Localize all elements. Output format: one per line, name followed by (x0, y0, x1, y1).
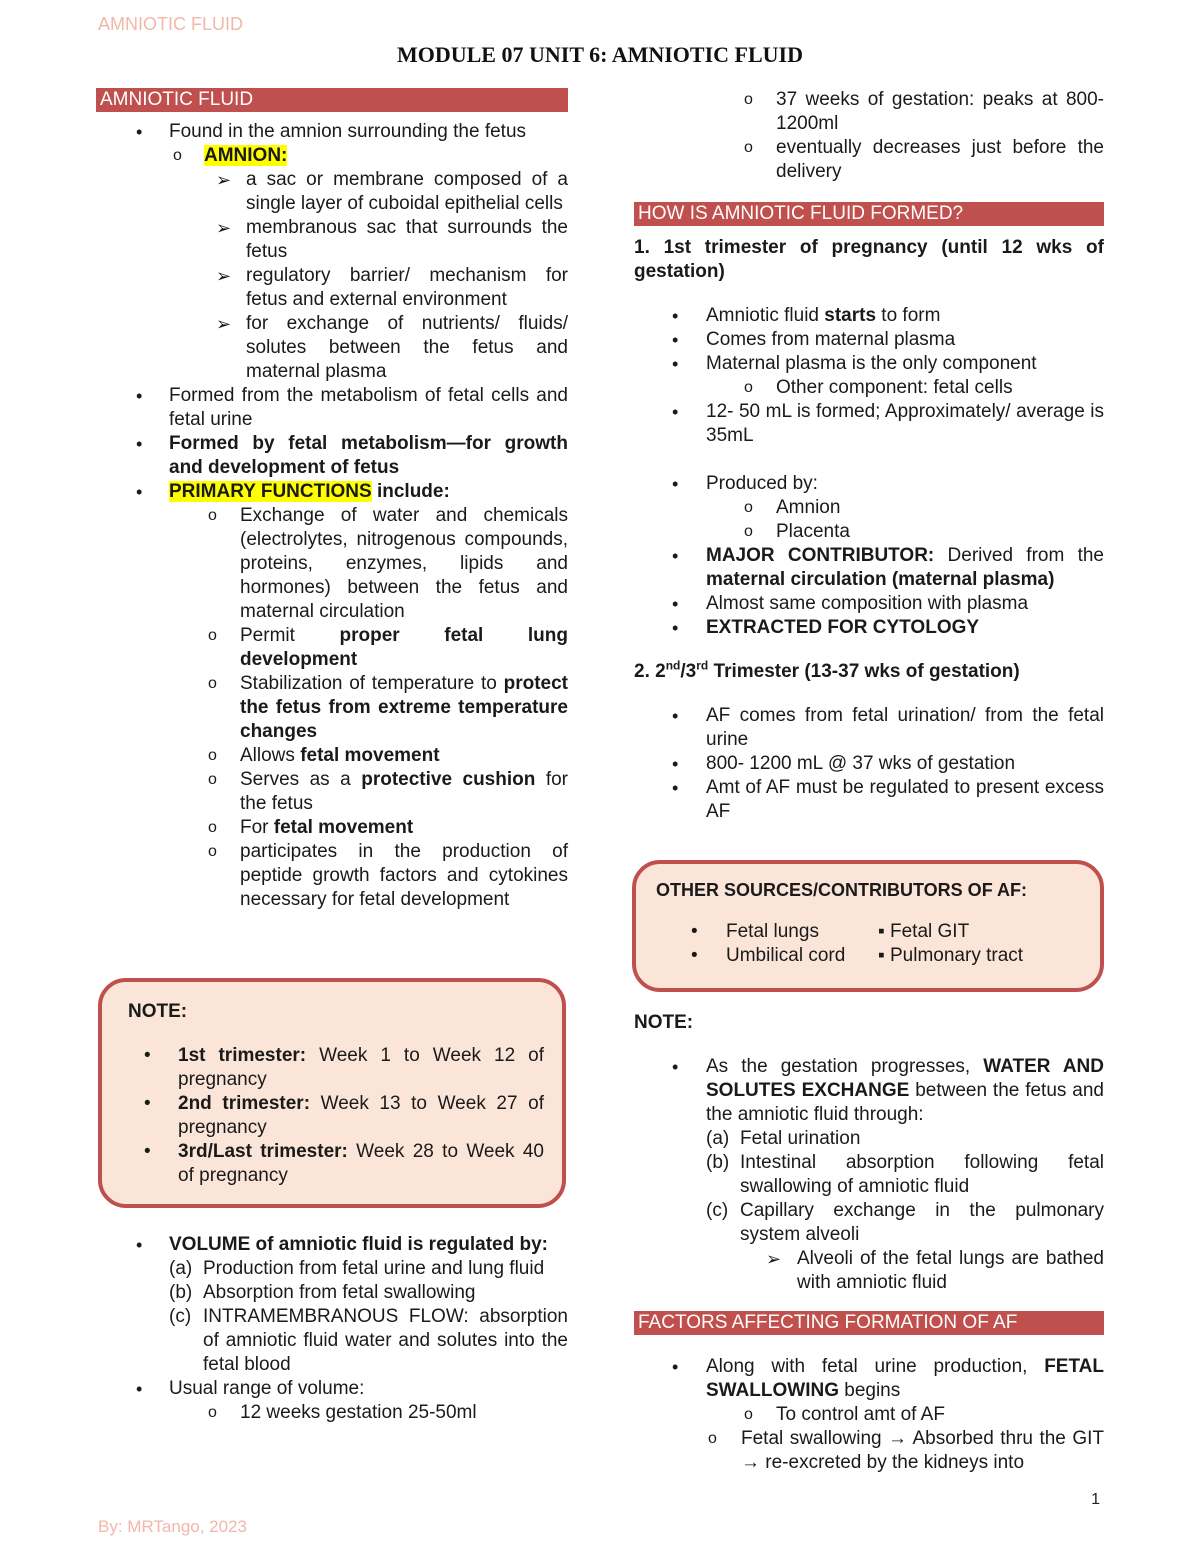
right-column-lower (634, 1011, 1104, 1475)
list-item: • 2nd trimester: Week 13 to Week 27 of pregnancy (144, 1093, 544, 1138)
list-item: • Produced by: (634, 472, 1104, 496)
list-item: • Formed by fetal metabolism—for growth and development of fetus (96, 432, 568, 480)
list-item: • Formed from the metabolism of fetal cells and fetal urine (96, 384, 568, 432)
section-header-how-formed: HOW IS AMNIOTIC FLUID FORMED? (634, 202, 1104, 226)
list-item: ➢ Alveoli of the fetal lungs are bathed with amniotic fluid (634, 1247, 1104, 1295)
list-item: • Fetal lungs (691, 921, 819, 942)
list-item: • Maternal plasma is the only component (634, 352, 1104, 376)
list-item: ➢ for exchange of nutrients/ fluids/ solutes between the fetus and maternal plasma (96, 312, 568, 384)
list-item: • PRIMARY FUNCTIONS include: (96, 480, 568, 504)
list-item: o To control amt of AF (634, 1403, 1104, 1427)
list-item: ➢ membranous sac that surrounds the fetus (96, 216, 568, 264)
list-item: • As the gestation progresses, WATER AND SOLUTES EXCHANGE between the fetus and the amniotic fluid through: (a) Fetal urination (b) Intestinal absorption following fetal swallowing of amniotic fluid (c) Capillary exchange in the pulmonary system alveoli (634, 1055, 1104, 1247)
list-item: o Serves as a protective cushion for the fetus (96, 768, 568, 816)
produced-list (634, 472, 1104, 640)
other-sources-box (632, 860, 1104, 992)
other-sources-grid (656, 920, 1086, 968)
enum-item: (b) Absorption from fetal swallowing (169, 1282, 476, 1303)
list-item: • VOLUME of amniotic fluid is regulated by: (a) Production from fetal urine and lung fluid (b) Absorption from fetal swallowing (c) INTRAMEMBRANOUS FLOW: absorption of amniotic fluid water and solutes into the fetal blood (96, 1233, 568, 1377)
enum-item: (c) INTRAMEMBRANOUS FLOW: absorption of amniotic fluid water and solutes into the fetal blood (169, 1306, 568, 1375)
note-title: NOTE: (128, 1001, 188, 1022)
other-sources-title: OTHER SOURCES/CONTRIBUTORS OF AF: (656, 880, 1028, 900)
list-item: o eventually decreases just before the delivery (634, 136, 1104, 184)
page-number: 1 (1091, 1491, 1100, 1508)
page-title: MODULE 07 UNIT 6: AMNIOTIC FLUID (396, 42, 803, 67)
list-item: • 800- 1200 mL @ 37 wks of gestation (634, 752, 1104, 776)
volume-list (96, 1233, 568, 1425)
amniotic-fluid-list (96, 120, 568, 912)
list-item: ➢ regulatory barrier/ mechanism for fetus and external environment (96, 264, 568, 312)
second-trimester-list (634, 704, 1104, 824)
enum-item: (a) Fetal urination (706, 1128, 861, 1149)
list-item: • Comes from maternal plasma (634, 328, 1104, 352)
list-item: o Placenta (634, 520, 1104, 544)
first-trimester-heading: 1. 1st trimester of pregnancy (until 12 wks of gestation) (634, 237, 1104, 282)
list-item: • Usual range of volume: (96, 1377, 568, 1401)
list-item: ▪ Fetal GIT (878, 921, 970, 942)
list-item: o participates in the production of peptide growth factors and cytokines necessary for fetal development (96, 840, 568, 912)
list-item: o Allows fetal movement (96, 744, 568, 768)
footer: By: MRTango, 2023 (98, 1517, 247, 1536)
list-item: • 1st trimester: Week 1 to Week 12 of pregnancy (144, 1045, 545, 1090)
enum-item: (c) Capillary exchange in the pulmonary system alveoli (706, 1200, 1104, 1245)
left-column-lower (96, 1233, 568, 1425)
list-item: • EXTRACTED FOR CYTOLOGY (634, 616, 1104, 640)
first-trimester-list (634, 304, 1104, 448)
list-item: o Exchange of water and chemicals (electrolytes, nitrogenous compounds, proteins, enzymes, lipids and hormones) between the fetus and maternal circulation (96, 504, 568, 624)
list-item: o For fetal movement (96, 816, 568, 840)
enum-item: (b) Intestinal absorption following fetal swallowing of amniotic fluid (706, 1152, 1104, 1197)
trimester-list (128, 1044, 544, 1188)
list-item: • Almost same composition with plasma (634, 592, 1104, 616)
left-column (96, 88, 568, 912)
list-item: o 37 weeks of gestation: peaks at 800- 1200ml (634, 88, 1104, 136)
note-box-trimesters (98, 978, 566, 1208)
list-item: • Amt of AF must be regulated to present excess AF (634, 776, 1104, 824)
list-item: • 3rd/Last trimester: Week 28 to Week 40 of pregnancy (144, 1141, 544, 1186)
list-item: o AMNION: (96, 144, 568, 168)
list-item: o Permit proper fetal lung development (96, 624, 568, 672)
list-item: • Along with fetal urine production, FETAL SWALLOWING begins (634, 1355, 1104, 1403)
continued-list (634, 88, 1104, 184)
section-header-factors: FACTORS AFFECTING FORMATION OF AF (634, 1311, 1104, 1335)
second-third-trimester-heading: 2. 2nd/3rd Trimester (13-37 wks of gestation) (634, 658, 1020, 682)
list-item: • AF comes from fetal urination/ from the fetal urine (634, 704, 1104, 752)
list-item: o Fetal swallowing → Absorbed thru the GIT → re-excreted by the kidneys into (634, 1427, 1104, 1475)
list-item: ▪ Pulmonary tract (878, 945, 1024, 966)
list-item: • Umbilical cord (691, 945, 846, 966)
list-item: o Amnion (634, 496, 1104, 520)
list-item: o 12 weeks gestation 25-50ml (96, 1401, 568, 1425)
list-item: ➢ a sac or membrane composed of a single layer of cuboidal epithelial cells (96, 168, 568, 216)
list-item: o Other component: fetal cells (634, 376, 1104, 400)
factors-list (634, 1355, 1104, 1475)
enum-item: (a) Production from fetal urine and lung fluid (169, 1258, 545, 1279)
list-item: • Found in the amnion surrounding the fetus (96, 120, 568, 144)
section-header-amniotic-fluid: AMNIOTIC FLUID (96, 88, 568, 112)
list-item: • MAJOR CONTRIBUTOR: Derived from the maternal circulation (maternal plasma) (634, 544, 1104, 592)
gestation-note-list (634, 1055, 1104, 1295)
running-header: AMNIOTIC FLUID (98, 14, 244, 34)
list-item: • Amniotic fluid starts to form (634, 304, 1104, 328)
note-title: NOTE: (634, 1012, 694, 1033)
list-item: • 12- 50 mL is formed; Approximately/ average is 35mL (634, 400, 1104, 448)
right-column (634, 88, 1104, 824)
list-item: o Stabilization of temperature to protect the fetus from extreme temperature changes (96, 672, 568, 744)
